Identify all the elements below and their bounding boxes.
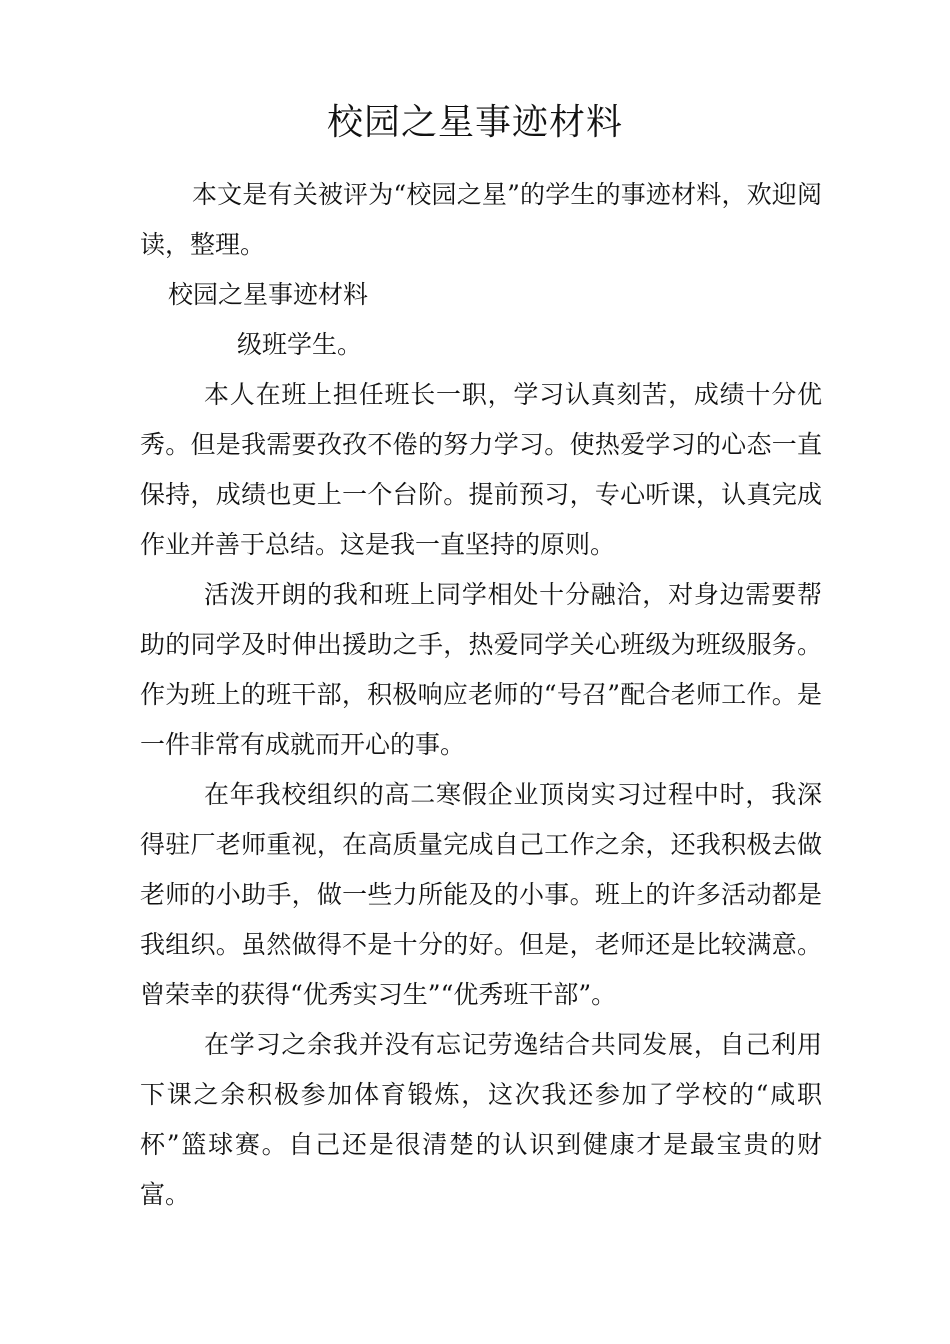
body-paragraph: 活泼开朗的我和班上同学相处十分融洽，对身边需要帮助的同学及时伸出援助之手，热爱同学关心班级为班级服务。作为班上的班干部，积极响应老师的“号召”配合老师工作。是一件非常有成就而开心的事。 [140,580,822,759]
intro-paragraph: 本文是有关被评为“校园之星”的学生的事迹材料，欢迎阅读，整理。 [140,180,822,259]
body-paragraph: 在年我校组织的高二寒假企业顶岗实习过程中时，我深得驻厂老师重视，在高质量完成自己工作之余，还我积极去做老师的小助手，做一些力所能及的小事。班上的许多活动都是我组织。虽然做得不是十分的好。但是，老师还是比较满意。曾荣幸的获得“优秀实习生”“优秀班干部”。 [140,780,822,1009]
body-paragraph: 本人在班上担任班长一职，学习认真刻苦，成绩十分优秀。但是我需要孜孜不倦的努力学习。使热爱学习的心态一直保持，成绩也更上一个台阶。提前预习，专心听课，认真完成作业并善于总结。这是我一直坚持的原则。 [140,380,822,559]
body-paragraph: 在学习之余我并没有忘记劳逸结合共同发展，自己利用下课之余积极参加体育锻炼，这次我还参加了学校的“咸职杯”篮球赛。自己还是很清楚的认识到健康才是最宝贵的财富。 [140,1030,822,1209]
document-title: 校园之星事迹材料 [326,102,623,143]
section-subtitle: 校园之星事迹材料 [168,280,369,309]
class-line: 级班学生。 [237,330,363,359]
